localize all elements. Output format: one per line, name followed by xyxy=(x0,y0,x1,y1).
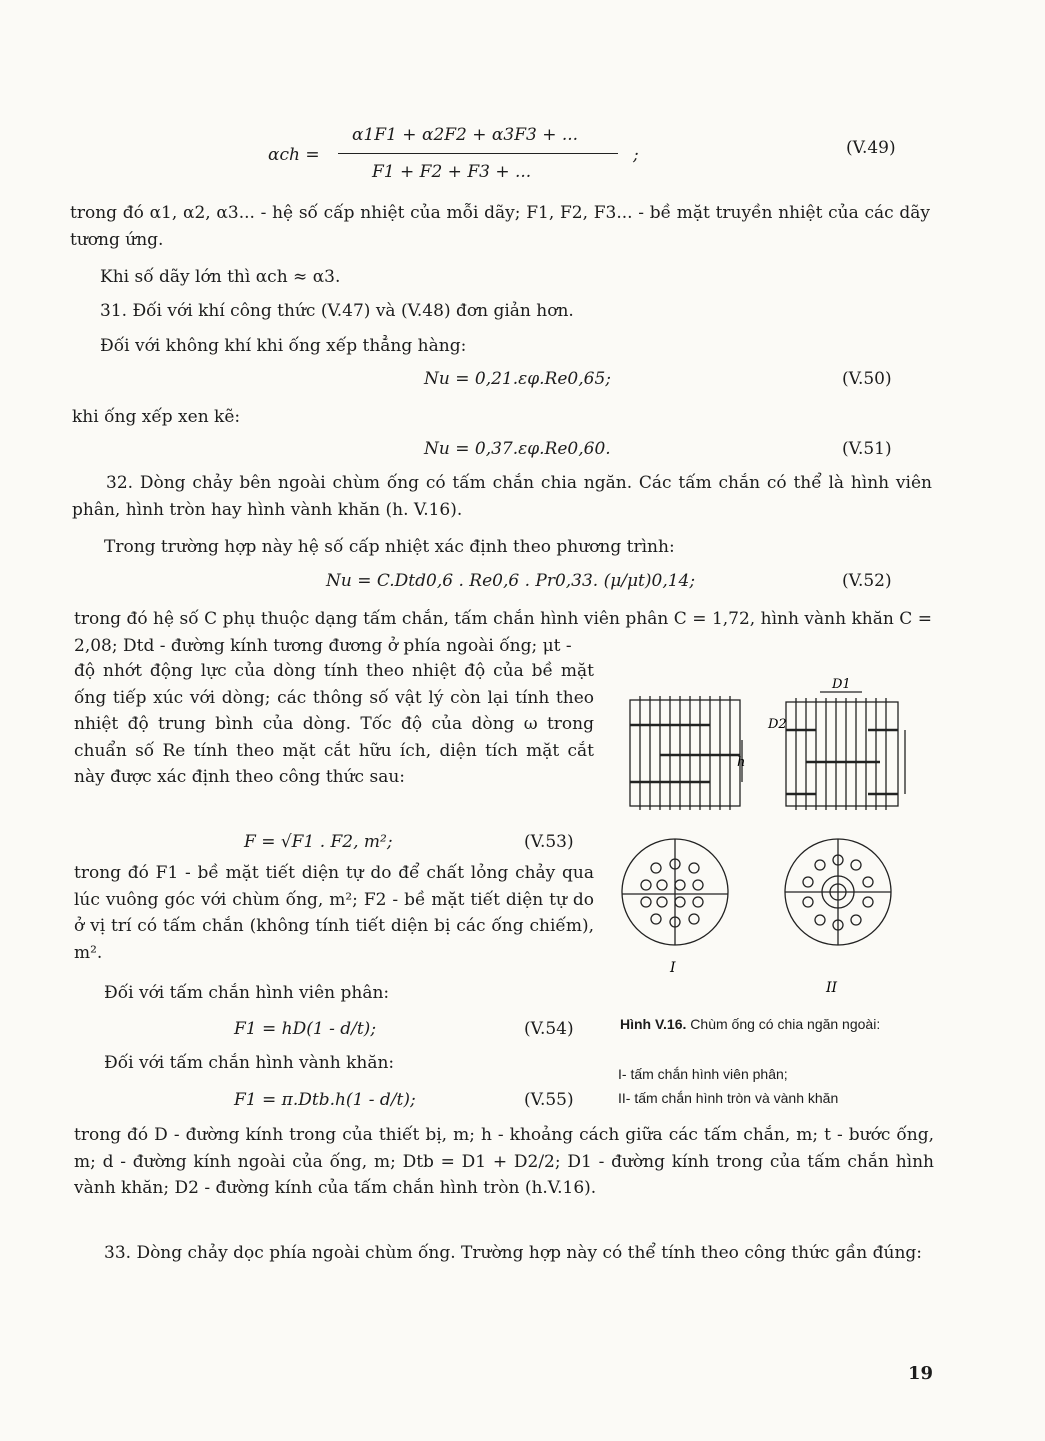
figure-label-h: h xyxy=(737,755,746,770)
eq-v54-number: (V.54) xyxy=(524,1019,574,1039)
eq-v53-number: (V.53) xyxy=(524,832,574,852)
eq-v53: F = √F1 . F2, m²; xyxy=(244,832,393,852)
page-number: 19 xyxy=(908,1363,934,1384)
figure-v16-drawing xyxy=(600,670,930,1000)
section-33-paragraph: 33. Dòng chảy dọc phía ngoài chùm ống. Trường hợp này có thể tính theo công thức gần đúng: xyxy=(104,1243,923,1263)
eq-v55: F1 = π.Dtb.h(1 - d/t); xyxy=(234,1090,416,1110)
eq-v54: F1 = hD(1 - d/t); xyxy=(234,1019,377,1039)
paragraph: Trong trường hợp này hệ số cấp nhiệt xác định theo phương trình: xyxy=(104,537,675,557)
paragraph: Khi số dãy lớn thì αch ≈ α3. xyxy=(100,267,341,287)
eq-v51-number: (V.51) xyxy=(842,439,892,459)
cross-section-disc-ring xyxy=(785,839,891,945)
figure-label-d2: D2 xyxy=(768,717,787,732)
figure-label-d1: D1 xyxy=(832,677,851,692)
eq-v52-number: (V.52) xyxy=(842,571,892,591)
figure-caption-title: Hình V.16. xyxy=(620,1016,687,1032)
cross-section-segmental xyxy=(622,839,728,945)
eq-v49-numerator: α1F1 + α2F2 + α3F3 + ... xyxy=(352,125,579,145)
figure-label-ii: II xyxy=(826,980,838,996)
eq-v52: Nu = C.Dtd0,6 . Re0,6 . Pr0,33. (μ/μt)0,14; xyxy=(326,571,696,591)
disc-ring-baffle-bundle xyxy=(786,692,905,810)
paragraph: Đối với tấm chắn hình vành khăn: xyxy=(104,1053,395,1073)
paragraph: Đối với không khí khi ống xếp thẳng hàng: xyxy=(100,336,467,356)
eq-v49-number: (V.49) xyxy=(846,138,896,158)
paragraph: trong đó F1 - bề mặt tiết diện tự do để chất lỏng chảy qua lúc vuông góc với chùm ống, m²; F2 - bề mặt tiết diện tự do ở vị trí có tấm chắn (không tính tiết diện bị các ống chiếm), m². xyxy=(74,863,594,963)
eq-v49-fraction-bar xyxy=(338,153,618,154)
eq-v49-lhs: αch = xyxy=(268,145,320,165)
eq-v50-number: (V.50) xyxy=(842,369,892,389)
paragraph: trong đó D - đường kính trong của thiết bị, m; h - khoảng cách giữa các tấm chắn, m; t - bước ống, m; d - đường kính ngoài của ống, m; Dtb = D1 + D2/2; D1 - đường kính trong của tấm chắn hình vành khăn; D2 - đường kính của tấm chắn hình tròn (h.V.16). xyxy=(74,1125,934,1198)
eq-v51: Nu = 0,37.εφ.Re0,60. xyxy=(424,439,611,459)
eq-v55-number: (V.55) xyxy=(524,1090,574,1110)
paragraph: trong đó α1, α2, α3... - hệ số cấp nhiệt của mỗi dãy; F1, F2, F3... - bề mặt truyền nhiệt của các dãy tương ứng. xyxy=(70,203,930,250)
paragraph: khi ống xếp xen kẽ: xyxy=(72,407,241,427)
paragraph: trong đó hệ số C phụ thuộc dạng tấm chắn, tấm chắn hình viên phân C = 1,72, hình vành khăn C = 2,08; Dtd - đường kính tương đương ở phía ngoài ống; μt - xyxy=(74,609,932,656)
figure-label-i: I xyxy=(670,960,676,976)
figure-caption-item-1: I- tấm chắn hình viên phân; xyxy=(618,1066,788,1082)
section-31-heading: 31. Đối với khí công thức (V.47) và (V.48) đơn giản hơn. xyxy=(100,301,574,321)
eq-v50: Nu = 0,21.εφ.Re0,65; xyxy=(424,369,611,389)
figure-caption-item-2: II- tấm chắn hình tròn và vành khăn xyxy=(618,1090,839,1106)
figure-caption-text: Chùm ống có chia ngăn ngoài: xyxy=(690,1016,881,1032)
eq-v49-denominator: F1 + F2 + F3 + ... xyxy=(372,162,532,182)
paragraph: độ nhớt động lực của dòng tính theo nhiệt độ của bề mặt ống tiếp xúc với dòng; các thông số vật lý còn lại tính theo nhiệt độ trung bình của dòng. Tốc độ của dòng ω trong chuẩn số Re tính theo mặt cắt hữu ích, diện tích mặt cắt này được xác định theo công thức sau: xyxy=(74,661,594,787)
eq-v49-tail: ; xyxy=(633,145,639,165)
section-32-paragraph: 32. Dòng chảy bên ngoài chùm ống có tấm chắn chia ngăn. Các tấm chắn có thể là hình viên phân, hình tròn hay hình vành khăn (h. V.16). xyxy=(72,473,932,520)
segmental-baffle-bundle xyxy=(630,696,742,810)
paragraph: Đối với tấm chắn hình viên phân: xyxy=(104,983,390,1003)
figure-caption xyxy=(620,1014,920,1034)
